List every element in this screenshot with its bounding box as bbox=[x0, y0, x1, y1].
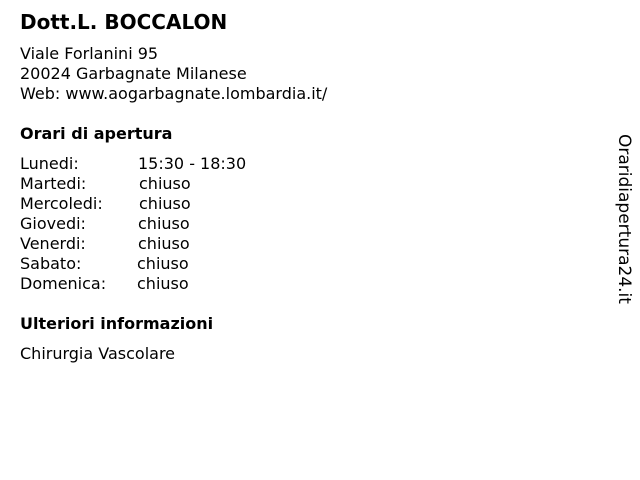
page-title: Dott.L. BOCCALON bbox=[20, 10, 228, 34]
street-address: Viale Forlanini 95 bbox=[20, 44, 159, 63]
day-label: Domenica: bbox=[20, 274, 107, 293]
more-info-text: Chirurgia Vascolare bbox=[20, 344, 176, 363]
hours-value: chiuso bbox=[137, 254, 189, 273]
city-address: 20024 Garbagnate Milanese bbox=[20, 64, 247, 83]
day-label: Mercoledi: bbox=[20, 194, 103, 213]
opening-hours-heading: Orari di apertura bbox=[20, 124, 173, 143]
address-block bbox=[20, 44, 327, 104]
hours-value: chiuso bbox=[139, 174, 191, 193]
watermark-container bbox=[612, 134, 636, 308]
hours-value: 15:30 - 18:30 bbox=[138, 154, 247, 173]
day-label: Giovedi: bbox=[20, 214, 86, 233]
hours-value: chiuso bbox=[137, 274, 189, 293]
day-label: Lunedi: bbox=[20, 154, 79, 173]
hours-value: chiuso bbox=[138, 234, 190, 253]
more-info-heading: Ulteriori informazioni bbox=[20, 314, 214, 333]
day-label: Sabato: bbox=[20, 254, 82, 273]
day-label: Venerdi: bbox=[20, 234, 86, 253]
hours-value: chiuso bbox=[138, 214, 190, 233]
hours-value: chiuso bbox=[139, 194, 191, 213]
day-label: Martedi: bbox=[20, 174, 87, 193]
site-watermark: Oraridiapertura24.it bbox=[614, 134, 634, 304]
website-line[interactable]: Web: www.aogarbagnate.lombardia.it/ bbox=[20, 84, 328, 103]
